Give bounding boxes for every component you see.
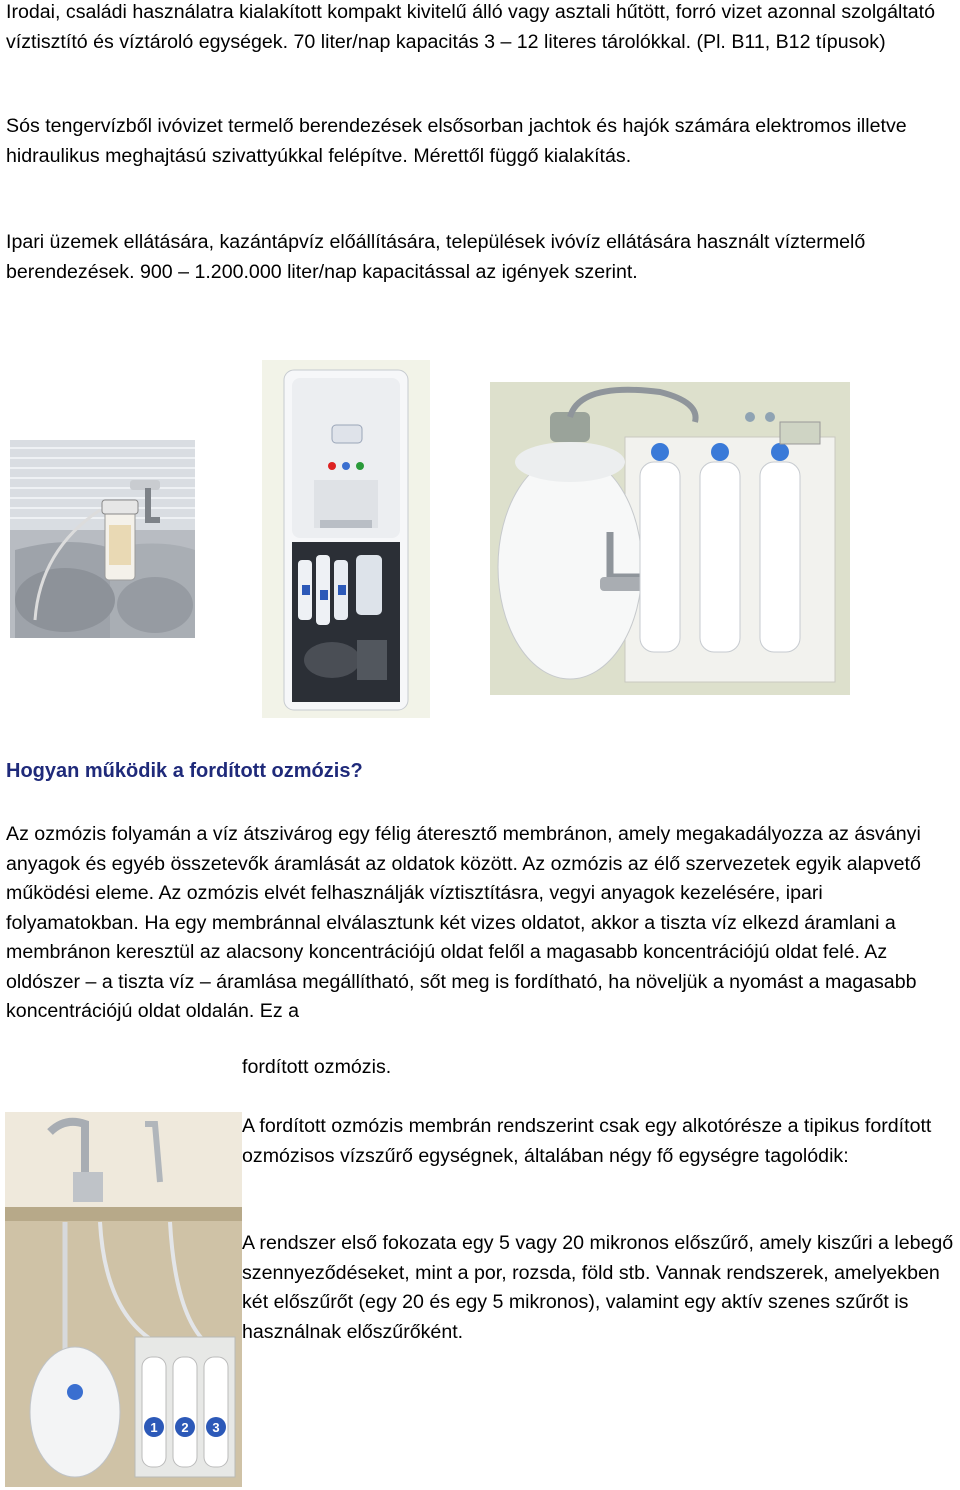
paragraph-prefilter-stage: A rendszer első fokozata egy 5 vagy 20 mikronos előszűrő, amely kiszűri a lebegő szennyeződéseket, mint a por, rozsda, föld stb. Vannak rendszerek, amelyekben két előszűrőt (egy 20 és egy 5 mikronos), valamint egy aktív szenes szűrőt is használnak előszűrőként. bbox=[242, 1232, 954, 1343]
sink-filter-photo bbox=[10, 440, 195, 638]
paragraph-osmosis-explanation: Az ozmózis folyamán a víz átszivárog egy félig áteresztő membránon, amely megakadályozza az ásványi anyagok és egyéb összetevők áramlását az oldatok között. Az ozmózis az élő szervezetek egyik alapvető működési eleme. Az ozmózis elvét felhasználják víztisztításra, vegyi anyagok kezelésére, ipari folyamatokban. Ha egy membránnal elválasztunk két vizes oldatot, akkor a tiszta víz elkezd áramlani a membránon keresztül az alacsony koncentrációjú oldat felől a magasabb koncentrációjú oldat felé. Az oldószer – a tiszta víz – áramlása megállítható, sőt meg is fordítható, ha növeljük a nyomást a magasabb koncentrációjú oldat oldalán. Ez a bbox=[6, 823, 921, 1022]
paragraph-system-components: A fordított ozmózis membrán rendszerint csak egy alkotórésze a tipikus fordított ozmózisos vízszűrő egységnek, általában négy fő egységre tagolódik: bbox=[242, 1115, 932, 1167]
paragraph-household-units: Irodai, családi használatra kialakított kompakt kivitelű álló vagy asztali hűtött, forró vizet azonnal szolgáltató víztisztító és víztároló egységek. 70 liter/nap kapacitás 3 – 12 literes tárolókkal. (Pl. B11, B12 típusok) bbox=[6, 1, 936, 53]
paragraph-industrial-units: Ipari üzemek ellátására, kazántápvíz előállítására, települések ivóvíz ellátására használt víztermelő berendezések. 900 – 1.200.000 liter/nap kapacitással az igények szerint. bbox=[6, 231, 866, 283]
section-heading: Hogyan működik a fordított ozmózis? bbox=[6, 760, 363, 782]
paragraph-osmosis-explanation-end: fordított ozmózis. bbox=[242, 1056, 392, 1078]
filter-number-3: 3 bbox=[212, 1420, 220, 1435]
paragraph-seawater-units: Sós tengervízből ivóvizet termelő berendezések elsősorban jachtok és hajók számára elektromos illetve hidraulikus meghajtású szivattyúkkal felépítve. Mérettől függő kialakítás. bbox=[6, 115, 907, 167]
under-cabinet-installation-photo bbox=[5, 1112, 242, 1487]
water-dispenser-photo bbox=[262, 360, 430, 718]
filter-number-1: 1 bbox=[150, 1420, 158, 1435]
filter-number-2: 2 bbox=[181, 1420, 189, 1435]
reverse-osmosis-system-photo bbox=[490, 382, 850, 695]
